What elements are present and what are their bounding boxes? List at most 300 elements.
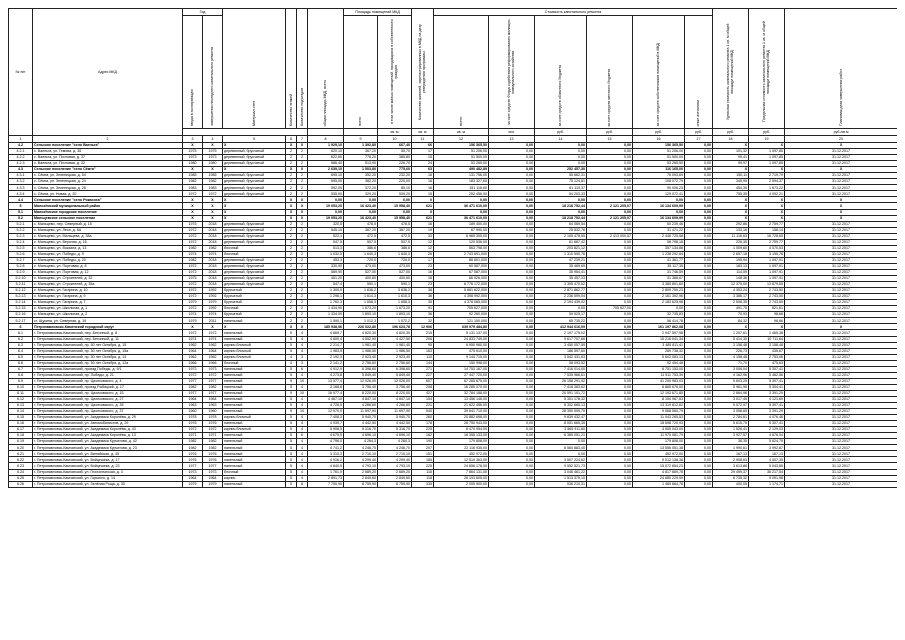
- table-cell: 2: [297, 245, 308, 251]
- table-cell: 491,75: [713, 306, 749, 312]
- table-cell: 151: [412, 451, 434, 457]
- table-cell: 6.19: [9, 439, 33, 445]
- table-cell: панельный: [223, 403, 286, 409]
- table-cell: 88 801,000: [434, 257, 489, 263]
- table-cell: 51 206,00: [434, 149, 489, 155]
- table-cell: 352,20: [344, 173, 378, 179]
- units-cell: [344, 129, 378, 136]
- table-cell: панельный: [223, 384, 286, 390]
- table-cell: 1982: [203, 384, 223, 390]
- table-cell: 7 418 383,62: [535, 384, 587, 390]
- table-cell: 0,00: [587, 318, 633, 324]
- table-cell: 4: [297, 463, 308, 469]
- table-cell: панельный: [223, 336, 286, 342]
- table-cell: 1975: [203, 149, 223, 155]
- table-cell: 1976: [203, 421, 223, 427]
- table-cell: 1 298,1: [308, 294, 344, 300]
- table-cell: 3 158,48: [713, 342, 749, 348]
- table-cell: 0,00: [685, 360, 713, 366]
- table-cell: 31.12.2017: [785, 469, 897, 475]
- table-cell: 1 990,61: [713, 445, 749, 451]
- table-cell: 372,20: [344, 185, 378, 191]
- table-cell: 0,00: [685, 257, 713, 263]
- table-cell: 1976: [203, 457, 223, 463]
- table-cell: 4: [297, 330, 308, 336]
- table-cell: X: [183, 167, 203, 173]
- table-cell: 11 697,90: [344, 409, 378, 415]
- table-cell: г. Петропавловск-Камчатский, пр. 50 лет Октября, д. 12а: [33, 360, 183, 366]
- table-cell: 3 542 431,63: [535, 354, 587, 360]
- table-cell: X: [297, 209, 308, 215]
- table-cell: 639 979 484,80: [434, 324, 489, 330]
- column-number: 19: [749, 136, 785, 143]
- table-cell: 1 310 590,76: [535, 251, 587, 257]
- table-cell: 179 808,00: [434, 439, 489, 445]
- table-cell: Петропавловско-Каменский городской округ: [33, 324, 183, 330]
- table-cell: 0,00: [489, 257, 535, 263]
- table-cell: деревянный, брусчатый: [223, 257, 286, 263]
- table-cell: X: [286, 197, 297, 203]
- table-cell: 4: [297, 475, 308, 481]
- table-cell: 8 220,00: [344, 390, 378, 396]
- table-cell: 120 536,00: [434, 239, 489, 245]
- table-cell: 1964: [183, 396, 203, 402]
- units-spacer: [183, 129, 308, 136]
- table-cell: 1979: [203, 481, 223, 487]
- table-cell: 5 940,70: [344, 415, 378, 421]
- table-cell: 13 319 812,62: [633, 403, 685, 409]
- table-cell: 0,00: [587, 179, 633, 185]
- table-cell: г. Петропавловск-Камчатский, пр. Циолковского, д. 35: [33, 403, 183, 409]
- table-cell: 5: [286, 366, 297, 372]
- table-cell: 0,00: [685, 233, 713, 239]
- table-cell: 7 750,90: [308, 481, 344, 487]
- column-number: 20: [785, 136, 897, 143]
- table-cell: 547,5: [308, 239, 344, 245]
- table-cell: 0,00: [587, 167, 633, 173]
- table-cell: 31.12.2017: [785, 288, 897, 294]
- table-cell: 4: [297, 336, 308, 342]
- table-cell: 400,05: [713, 481, 749, 487]
- table-cell: 6.25: [9, 475, 33, 481]
- table-cell: 0,00: [685, 276, 713, 282]
- table-cell: 507,5: [344, 239, 378, 245]
- table-cell: 4 793,10: [378, 463, 412, 469]
- table-cell: 0,00: [489, 161, 535, 167]
- table-cell: 10: [297, 409, 308, 415]
- table-cell: 14 753 167,00: [434, 366, 489, 372]
- table-cell: 1982: [183, 245, 203, 251]
- table-cell: 0,00: [489, 360, 535, 366]
- table-cell: 23: [412, 263, 434, 269]
- table-cell: 0,00: [633, 209, 685, 215]
- table-cell: 31.12.2017: [785, 348, 897, 354]
- table-cell: 0,00: [685, 451, 713, 457]
- table-cell: 4 273,8: [308, 372, 344, 378]
- header-entrances: Количество подъездов: [297, 9, 308, 129]
- table-cell: 1977: [183, 390, 203, 396]
- table-cell: 5: [286, 445, 297, 451]
- table-cell: 1979: [183, 300, 203, 306]
- table-cell: 31 746,59: [633, 269, 685, 275]
- table-cell: X: [223, 167, 286, 173]
- table-cell: X: [713, 209, 749, 215]
- table-cell: 6.21: [9, 451, 33, 457]
- table-cell: 2018: [203, 239, 223, 245]
- table-cell: 367,20: [344, 227, 378, 233]
- table-cell: 1 032,5: [308, 251, 344, 257]
- table-cell: 196 623,78: [378, 324, 412, 330]
- table-cell: 0,00: [587, 263, 633, 269]
- table-cell: 101,32: [713, 149, 749, 155]
- table-cell: 31.12.2017: [785, 245, 897, 251]
- table-cell: X: [203, 197, 223, 203]
- table-cell: 35: [412, 300, 434, 306]
- table-cell: 151 116,60: [434, 185, 489, 191]
- table-cell: 144: [412, 360, 434, 366]
- table-cell: 6: [9, 324, 33, 330]
- table-cell: 6.8: [9, 372, 33, 378]
- table-cell: 11 116,63: [713, 233, 749, 239]
- table-cell: г. Петропавловск-Камчатский, пер. Бетонный, д. 8: [33, 330, 183, 336]
- table-cell: 33: [412, 233, 434, 239]
- table-cell: 0,00: [587, 143, 633, 149]
- table-cell: 203 821,12: [535, 245, 587, 251]
- table-cell: 66 926,000: [434, 276, 489, 282]
- table-cell: панельный: [223, 366, 286, 372]
- table-cell: 31.12.2017: [785, 251, 897, 257]
- table-cell: 0,00: [587, 209, 633, 215]
- table-cell: 1964: [203, 475, 223, 481]
- table-cell: 2: [297, 191, 308, 197]
- table-cell: 0,00: [587, 173, 633, 179]
- table-cell: 3 395 470,52: [535, 282, 587, 288]
- table-cell: 31.12.2017: [785, 463, 897, 469]
- table-cell: 56 798,18: [633, 239, 685, 245]
- table-cell: 2 710,10: [344, 451, 378, 457]
- table-cell: 1974: [203, 251, 223, 257]
- table-cell: с. Сёмга, ул. Зеленецкая, д. 54: [33, 173, 183, 179]
- table-cell: 3 046 461,22: [535, 469, 587, 475]
- table-cell: 65 735,22: [535, 318, 587, 324]
- table-cell: 31.12.2017: [785, 475, 897, 481]
- table-cell: Малозёмский муниципальный район: [33, 203, 183, 209]
- table-cell: 0,00: [685, 378, 713, 384]
- table-cell: 0,00: [587, 336, 633, 342]
- table-cell: 7 408,3: [308, 415, 344, 421]
- table-cell: 2: [286, 155, 297, 161]
- table-cell: 55,70: [378, 149, 412, 155]
- table-cell: 0,00: [685, 366, 713, 372]
- table-cell: 156 365,50: [434, 143, 489, 149]
- table-cell: 3 450 057,59: [535, 342, 587, 348]
- table-cell: с. Сёмга, ул. Новая, д. 20: [33, 191, 183, 197]
- header-address: Адрес МКД: [33, 9, 183, 136]
- table-cell: панельный: [223, 439, 286, 445]
- table-cell: 0,00: [587, 300, 633, 306]
- table-cell: 31.12.2017: [785, 457, 897, 463]
- table-cell: с. Сёмга, ул. Зеленецкая, д. 28: [33, 185, 183, 191]
- table-cell: 4 246,70: [344, 445, 378, 451]
- table-cell: 292,86: [713, 221, 749, 227]
- table-cell: деревянный, брусчатый: [223, 221, 286, 227]
- table-cell: 4 427,50: [378, 336, 412, 342]
- table-cell: 1 097,85: [749, 161, 785, 167]
- table-cell: 2: [286, 161, 297, 167]
- table-cell: 0,00: [587, 396, 633, 402]
- table-cell: X: [203, 215, 223, 221]
- table-cell: 9: [286, 409, 297, 415]
- table-cell: 0,00: [489, 378, 535, 384]
- table-cell: 2: [297, 318, 308, 324]
- table-cell: 1 097,91: [749, 257, 785, 263]
- table-cell: 0,00: [587, 415, 633, 421]
- table-cell: деревянный, брусчатый: [223, 227, 286, 233]
- table-cell: 20 591 101,72: [535, 390, 587, 396]
- table-cell: 91: [412, 306, 434, 312]
- table-cell: 0,00: [587, 451, 633, 457]
- table-cell: 4: [297, 415, 308, 421]
- table-cell: 31.12.2017: [785, 300, 897, 306]
- table-cell: 1974: [183, 336, 203, 342]
- table-cell: 382,20: [344, 179, 378, 185]
- table-cell: 1 305,5: [308, 288, 344, 294]
- table-cell: 1982: [183, 257, 203, 263]
- table-cell: 36: [412, 294, 434, 300]
- table-cell: 0,00: [587, 354, 633, 360]
- table-cell: 0,00: [587, 342, 633, 348]
- table-cell: 4.3.3: [9, 185, 33, 191]
- table-cell: 5.2.9: [9, 269, 33, 275]
- table-cell: 5 316,70: [344, 427, 378, 433]
- table-cell: 2 809 759,23: [633, 288, 685, 294]
- table-cell: 2: [286, 257, 297, 263]
- table-cell: 0,00: [489, 336, 535, 342]
- table-cell: 226,73: [713, 348, 749, 354]
- table-cell: 367,20: [344, 149, 378, 155]
- table-cell: 2: [286, 276, 297, 282]
- table-cell: 5 307,41: [749, 421, 785, 427]
- table-cell: 4: [297, 457, 308, 463]
- table-cell: 15 958,40: [378, 215, 412, 221]
- table-cell: 0,00: [685, 173, 713, 179]
- table-cell: 6.24: [9, 469, 33, 475]
- table-cell: 0,00: [685, 155, 713, 161]
- table-cell: 0,00: [489, 149, 535, 155]
- table-cell: 0,00: [489, 403, 535, 409]
- table-cell: 4.2.2: [9, 155, 33, 161]
- table-cell: 0,00: [685, 251, 713, 257]
- table-cell: 90 006,23: [633, 185, 685, 191]
- table-cell: с. Мальцево, ул. Строителей, д. 32: [33, 276, 183, 282]
- table-cell: 2 105 478,55: [535, 233, 587, 239]
- table-cell: 5 908,5: [308, 427, 344, 433]
- table-cell: 4.2.3: [9, 161, 33, 167]
- table-cell: 5 602 083,13: [633, 354, 685, 360]
- table-cell: 3 168,8: [308, 384, 344, 390]
- table-cell: 2: [297, 161, 308, 167]
- table-cell: 0,00: [489, 421, 535, 427]
- table-cell: 4: [297, 396, 308, 402]
- table-cell: 1978: [183, 415, 203, 421]
- header-total-area: общая площадь МКД, всего: [308, 9, 344, 129]
- table-cell: 1 009,60: [713, 245, 749, 251]
- table-cell: 2: [286, 185, 297, 191]
- table-cell: Сельское поселение "село Ваеньга": [33, 143, 183, 149]
- table-cell: г. Петропавловск-Камчатский, пр. Циолковского, д. 37: [33, 409, 183, 415]
- table-cell: 226,35: [713, 239, 749, 245]
- table-cell: 215: [412, 330, 434, 336]
- table-cell: 0,00: [535, 149, 587, 155]
- table-cell: 1962: [203, 342, 223, 348]
- table-cell: 31.12.2017: [785, 427, 897, 433]
- table-cell: 3 756,40: [344, 384, 378, 390]
- table-cell: 26 193 605,00: [434, 475, 489, 481]
- table-cell: X: [785, 209, 897, 215]
- table-cell: 0,00: [489, 324, 535, 330]
- table-cell: 320,5: [308, 221, 344, 227]
- table-cell: 1960: [183, 409, 203, 415]
- table-cell: X: [297, 324, 308, 330]
- table-cell: 16 728,65: [749, 233, 785, 239]
- table-cell: 0,00: [685, 439, 713, 445]
- table-cell: 4 266,60: [344, 403, 378, 409]
- table-cell: 4 353,24: [713, 288, 749, 294]
- table-cell: 2: [297, 173, 308, 179]
- table-cell: брусчатый: [223, 300, 286, 306]
- table-cell: 2 756,60: [378, 360, 412, 366]
- table-cell: X: [203, 143, 223, 149]
- table-cell: 1 640,3: [378, 251, 412, 257]
- table-cell: 252 456,00: [434, 191, 489, 197]
- table-cell: 26 158 291,92: [535, 378, 587, 384]
- table-cell: 13 556 051,38: [633, 445, 685, 451]
- table-cell: 2 849,60: [378, 475, 412, 481]
- table-cell: 1 097,85: [749, 155, 785, 161]
- table-cell: 13 577,4: [308, 378, 344, 384]
- table-cell: 114,59: [713, 269, 749, 275]
- table-cell: X: [713, 167, 749, 173]
- table-cell: 3 613,88: [713, 463, 749, 469]
- table-cell: 0,00: [489, 143, 535, 149]
- table-cell: 6 950 960,00: [434, 342, 489, 348]
- table-cell: 0,00: [685, 185, 713, 191]
- header-num: № п/п: [9, 9, 33, 136]
- table-cell: 84,32: [713, 318, 749, 324]
- table-cell: 31.12.2017: [785, 155, 897, 161]
- table-cell: 592,00: [308, 185, 344, 191]
- table-cell: 63: [412, 167, 434, 173]
- table-cell: 5 624,79: [749, 439, 785, 445]
- column-number: 5: [223, 136, 286, 143]
- table-cell: 225: [412, 427, 434, 433]
- table-cell: 20 882 698,00: [434, 415, 489, 421]
- table-cell: 1 469 664,78: [633, 481, 685, 487]
- table-cell: деревянный, брусчатый: [223, 276, 286, 282]
- table-cell: 1983: [183, 185, 203, 191]
- table-cell: 4 552,90: [344, 336, 378, 342]
- table-cell: 6.20: [9, 445, 33, 451]
- table-cell: 31.12.2017: [785, 318, 897, 324]
- table-cell: 11 511 753,39: [633, 372, 685, 378]
- table-cell: 95: [412, 342, 434, 348]
- table-cell: 36 217,54: [749, 469, 785, 475]
- table-cell: 3 155,78: [749, 251, 785, 257]
- table-cell: 98,66: [749, 312, 785, 318]
- table-cell: 4 162,96: [713, 372, 749, 378]
- table-cell: 25 532,76: [535, 227, 587, 233]
- units-cell: руб.: [685, 129, 713, 136]
- table-cell: 1972: [183, 288, 203, 294]
- table-cell: 5: [286, 415, 297, 421]
- table-cell: 17: [412, 149, 434, 155]
- table-cell: 4: [297, 451, 308, 457]
- table-cell: 2018: [203, 257, 223, 263]
- table-cell: 75 124,81: [535, 179, 587, 185]
- table-cell: 775,60: [378, 167, 412, 173]
- table-cell: 5: [286, 348, 297, 354]
- table-cell: 3 756,40: [378, 384, 412, 390]
- table-cell: X: [785, 324, 897, 330]
- table-cell: 0,00: [535, 209, 587, 215]
- table-cell: 0,00: [489, 348, 535, 354]
- table-cell: 0,00: [685, 294, 713, 300]
- table-cell: 0,00: [685, 227, 713, 233]
- table-cell: г. Петропавловск-Камчатский, ул. Автомобилистов, д. 29: [33, 421, 183, 427]
- table-cell: 2018: [203, 282, 223, 288]
- table-cell: 1962: [203, 354, 223, 360]
- table-cell: 15 072 654,23: [633, 463, 685, 469]
- table-cell: 1 981,40: [344, 342, 378, 348]
- table-cell: 2 413 000,57: [587, 233, 633, 239]
- table-cell: 2 849,60: [344, 475, 378, 481]
- table-cell: 31.12.2017: [785, 179, 897, 185]
- table-cell: 4 916,2: [308, 457, 344, 463]
- header-year-group: Год: [183, 9, 223, 16]
- table-cell: панельный: [223, 409, 286, 415]
- table-cell: X: [223, 203, 286, 209]
- table-cell: 1971: [183, 433, 203, 439]
- table-cell: 9 091,98: [749, 475, 785, 481]
- table-cell: 0,00: [587, 239, 633, 245]
- table-cell: 0,00: [535, 161, 587, 167]
- table-cell: 0,00: [587, 421, 633, 427]
- table-cell: 3 391,29: [749, 409, 785, 415]
- table-cell: 0,00: [489, 415, 535, 421]
- table-cell: 31.12.2017: [785, 239, 897, 245]
- table-cell: X: [286, 167, 297, 173]
- table-cell: 0,00: [489, 245, 535, 251]
- table-cell: X: [297, 167, 308, 173]
- table-cell: X: [297, 143, 308, 149]
- table-cell: 5.2.11: [9, 282, 33, 288]
- table-cell: 15 216 041,34: [633, 336, 685, 342]
- table-cell: 2 005 900,00: [434, 481, 489, 487]
- table-cell: 4 696,10: [378, 433, 412, 439]
- table-cell: 475 610,00: [434, 348, 489, 354]
- table-cell: 5 301 178,32: [535, 396, 587, 402]
- table-cell: 6 385 051,21: [535, 433, 587, 439]
- table-cell: 154: [412, 396, 434, 402]
- table-cell: 8 759,90: [378, 481, 412, 487]
- table-cell: 24 680 229,90: [633, 475, 685, 481]
- table-cell: деревянный, брусчатый: [223, 185, 286, 191]
- table-cell: 5: [286, 384, 297, 390]
- column-number: 14: [535, 136, 587, 143]
- table-cell: с. Сёмга, ул. Зеленецкая, д. 24: [33, 179, 183, 185]
- table-cell: 4 299,40: [344, 457, 378, 463]
- table-cell: 2 743,50: [749, 288, 785, 294]
